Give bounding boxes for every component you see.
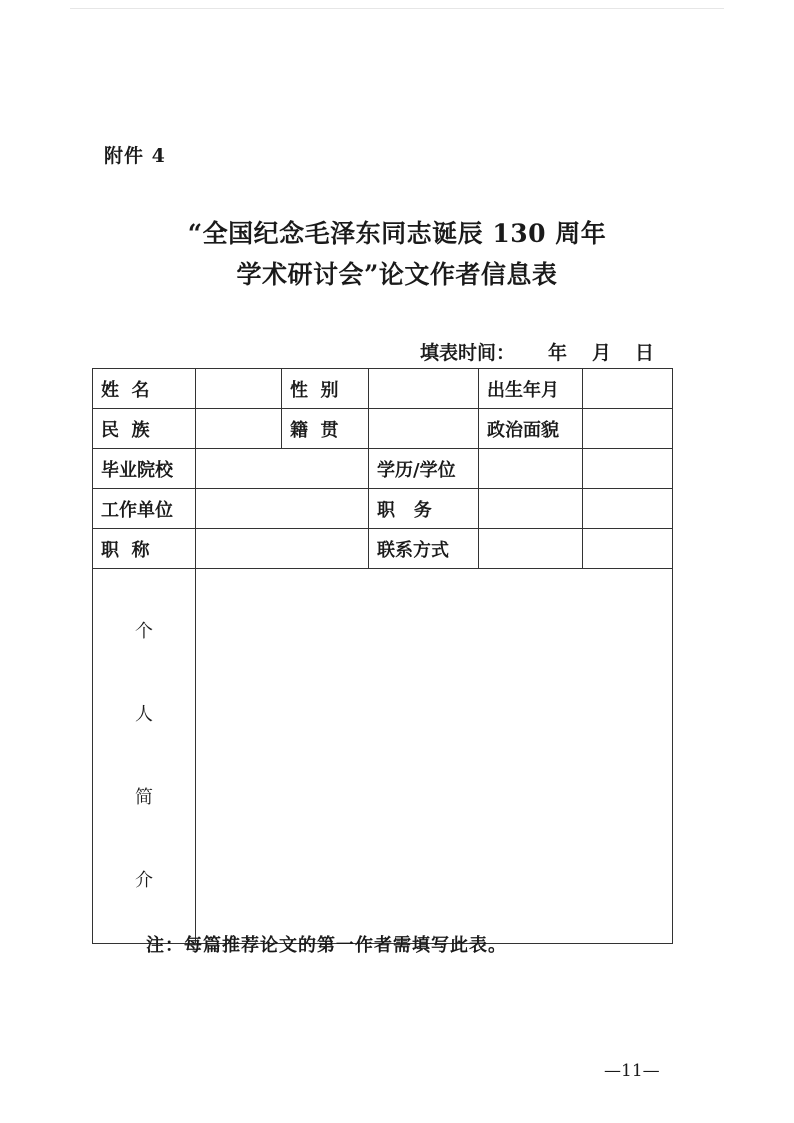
bio-label-char: 介 [135, 870, 153, 891]
birth-value-cell[interactable] [583, 369, 673, 409]
table-row [93, 409, 673, 449]
title-label: 职 称 [93, 529, 196, 569]
graduated-school-label: 毕业院校 [93, 449, 196, 489]
fill-date-year: 年 [548, 342, 568, 364]
graduated-school-value-cell[interactable] [196, 449, 369, 489]
gender-label: 性 别 [282, 369, 369, 409]
gender-value-cell[interactable] [369, 369, 479, 409]
bio-label [93, 569, 196, 944]
page-top-edge [70, 8, 724, 9]
native-place-value-cell[interactable] [369, 409, 479, 449]
page-number: —11— [604, 1061, 660, 1081]
education-degree-label: 学历/学位 [369, 449, 479, 489]
attachment-label: 附件 4 [104, 145, 166, 167]
table-row [93, 449, 673, 489]
ethnicity-value-cell[interactable] [196, 409, 282, 449]
form-title-line-2: 学术研讨会”论文作者信息表 [236, 260, 558, 289]
table-row [93, 529, 673, 569]
bio-label-char: 简 [135, 787, 153, 808]
education-degree-value-cell[interactable] [479, 449, 583, 489]
name-value-cell[interactable] [196, 369, 282, 409]
position-label: 职 务 [369, 489, 479, 529]
work-unit-value-cell[interactable] [196, 489, 369, 529]
table-row [93, 369, 673, 409]
contact-label: 联系方式 [369, 529, 479, 569]
fill-date-day: 日 [635, 342, 655, 364]
education-degree-extra-cell[interactable] [583, 449, 673, 489]
contact-extra-cell[interactable] [583, 529, 673, 569]
position-value-cell[interactable] [479, 489, 583, 529]
fill-date-label: 填表时间： [420, 342, 516, 364]
contact-value-cell[interactable] [479, 529, 583, 569]
bio-label-char: 人 [135, 704, 153, 725]
fill-date-row [420, 338, 654, 365]
title-value-cell[interactable] [196, 529, 369, 569]
footnote: 注：每篇推荐论文的第一作者需填写此表。 [146, 935, 507, 956]
political-status-value-cell[interactable] [583, 409, 673, 449]
name-label: 姓 名 [93, 369, 196, 409]
political-status-label: 政治面貌 [479, 409, 583, 449]
bio-label-char: 个 [135, 621, 153, 642]
table-row-bio [93, 569, 673, 944]
position-extra-cell[interactable] [583, 489, 673, 529]
table-row [93, 489, 673, 529]
fill-date-month: 月 [592, 342, 612, 364]
ethnicity-label: 民 族 [93, 409, 196, 449]
bio-value-cell[interactable] [196, 569, 673, 944]
form-title-line-1: “全国纪念毛泽东同志诞辰 130 周年 [187, 219, 607, 248]
birth-label: 出生年月 [479, 369, 583, 409]
author-info-table [92, 368, 673, 944]
native-place-label: 籍 贯 [282, 409, 369, 449]
work-unit-label: 工作单位 [93, 489, 196, 529]
